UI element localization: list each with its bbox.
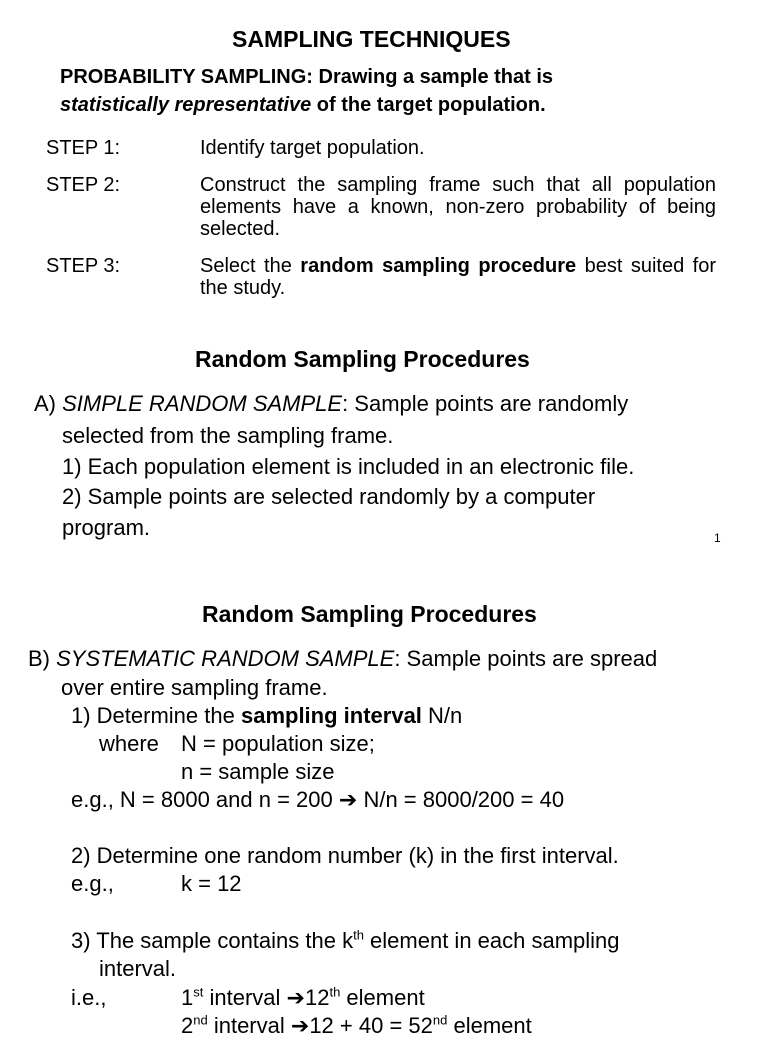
arrow-icon: ➔ — [290, 1013, 310, 1038]
intro-tail: of the target population. — [311, 94, 546, 116]
intro-line-2 — [60, 94, 546, 116]
step-2-text: Construct the sampling frame such that all population elements have a known, non-zero probability of being selected. — [200, 174, 716, 240]
systematic-name: SYSTEMATIC RANDOM SAMPLE — [56, 646, 395, 671]
ie-line-1: 1st interval ➔12th element — [181, 984, 425, 1010]
step-3-bold: random sampling procedure — [300, 255, 577, 277]
systematic-line-2: over entire sampling frame. — [61, 675, 328, 700]
slide-title: SAMPLING TECHNIQUES — [232, 26, 511, 52]
example-2-label: e.g., — [71, 871, 114, 896]
step-1-label: STEP 1: — [46, 137, 121, 159]
arrow-icon: ➔ — [338, 787, 358, 812]
systematic-line-1: B) SYSTEMATIC RANDOM SAMPLE: Sample points are spread — [28, 646, 658, 671]
example-1: e.g., N = 8000 and n = 200 ➔ N/n = 8000/200 = 40 — [71, 787, 565, 812]
sampling-interval-bold: sampling interval — [240, 703, 422, 728]
systematic-step-3-cont: interval. — [99, 956, 177, 981]
intro-emphasis: statistically representative — [60, 94, 312, 116]
simple-random-line-2: selected from the sampling frame. — [62, 423, 394, 448]
arrow-icon: ➔ — [286, 985, 305, 1010]
systematic-step-3: 3) The sample contains the $k^{th}$ element in each sampling — [71, 927, 620, 953]
example-2-value: k = 12 — [181, 871, 242, 896]
simple-random-name: SIMPLE RANDOM SAMPLE — [62, 391, 343, 416]
simple-random-item-2-cont: program. — [62, 515, 151, 540]
step-3-text: Select the random sampling procedure best suited for the study. — [200, 255, 716, 299]
step-1-text: Identify target population. — [200, 137, 425, 159]
section-title-2: Random Sampling Procedures — [202, 601, 537, 627]
section-title-1: Random Sampling Procedures — [195, 346, 530, 372]
where-label: where — [99, 731, 159, 756]
simple-random-item-1: 1) Each population element is included in an electronic file. — [62, 454, 635, 479]
systematic-step-2: 2) Determine one random number (k) in the first interval. — [71, 843, 619, 868]
step-2-label: STEP 2: — [46, 174, 121, 196]
systematic-step-1: 1) Determine the sampling interval N/n — [71, 703, 463, 728]
intro-line-1: PROBABILITY SAMPLING: Drawing a sample that is — [60, 66, 554, 88]
simple-random-item-2: 2) Sample points are selected randomly by a computer — [62, 484, 596, 509]
ie-line-2: 2nd interval ➔12 + 40 = 52nd element — [181, 1012, 532, 1038]
where-line-2: n = sample size — [181, 759, 335, 784]
page-number: 1 — [714, 531, 721, 545]
simple-random-line-1: A) SIMPLE RANDOM SAMPLE: Sample points are randomly — [34, 391, 629, 416]
ie-label: i.e., — [71, 985, 107, 1010]
where-line-1: N = population size; — [181, 731, 375, 756]
step-3-label: STEP 3: — [46, 255, 121, 277]
